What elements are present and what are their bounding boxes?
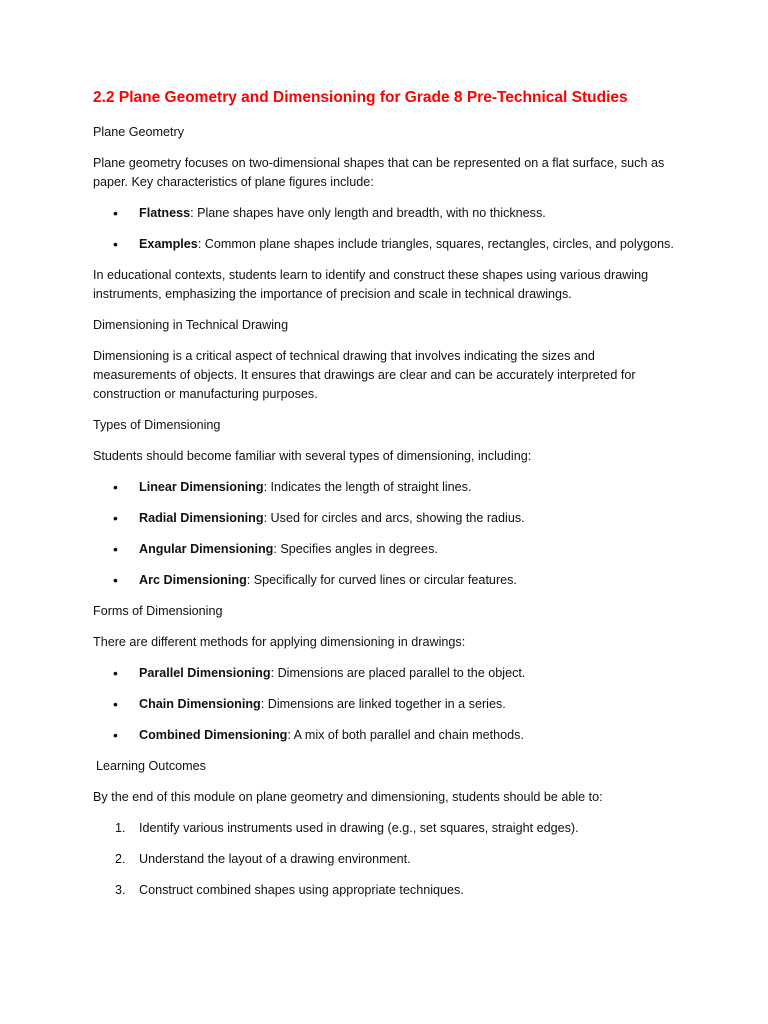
list-item: [93, 478, 678, 497]
plane-geometry-intro: Plane geometry focuses on two-dimensional shapes that can be represented on a flat surface, such as paper. Key characteristics of plane figures include:: [93, 156, 665, 189]
section-heading-outcomes: Learning Outcomes: [96, 759, 206, 773]
list-item: [93, 819, 678, 838]
list-item-number: 1.: [115, 821, 126, 835]
section-heading-dimensioning: Dimensioning in Technical Drawing: [93, 318, 289, 332]
dimensioning-body: Dimensioning is a critical aspect of technical drawing that involves indicating the sizes and measurements of objects. It ensures that drawings are clear and can be accurately interpreted for construction or manufacturing purposes.: [93, 349, 636, 401]
list-item-text: : Indicates the length of straight lines.: [263, 480, 472, 494]
document-body: [93, 86, 678, 912]
list-item-term: Arc Dimensioning: [139, 573, 247, 587]
forms-intro: There are different methods for applying dimensioning in drawings:: [93, 635, 466, 649]
list-item-term: Linear Dimensioning: [139, 480, 264, 494]
list-item-term: Examples: [139, 237, 198, 251]
list-item-text: Identify various instruments used in drawing (e.g., set squares, straight edges).: [139, 821, 579, 835]
section-heading-forms: Forms of Dimensioning: [93, 604, 223, 618]
list-item: [93, 664, 678, 683]
list-item-term: Combined Dimensioning: [139, 728, 288, 742]
list-item-text: : Used for circles and arcs, showing the radius.: [263, 511, 525, 525]
list-item-term: Radial Dimensioning: [139, 511, 264, 525]
list-item-term: Angular Dimensioning: [139, 542, 274, 556]
list-item-number: 3.: [115, 883, 126, 897]
section-heading-plane-geometry: Plane Geometry: [93, 125, 184, 139]
document-title: 2.2 Plane Geometry and Dimensioning for Grade 8 Pre-Technical Studies: [93, 89, 628, 106]
list-item-number: 2.: [115, 852, 126, 866]
plane-geometry-outro: In educational contexts, students learn to identify and construct these shapes using various drawing instruments, emphasizing the importance of precision and scale in technical drawings.: [93, 268, 649, 301]
list-item-text: : Dimensions are placed parallel to the object.: [270, 666, 526, 680]
outcomes-intro: By the end of this module on plane geometry and dimensioning, students should be able to:: [93, 790, 603, 804]
section-heading-types: Types of Dimensioning: [93, 418, 221, 432]
list-item: [93, 509, 678, 528]
list-item: [93, 540, 678, 559]
list-item: [93, 850, 678, 869]
list-item-text: : Specifies angles in degrees.: [273, 542, 438, 556]
list-item: [93, 881, 678, 900]
list-item-text: : Common plane shapes include triangles, squares, rectangles, circles, and polygons.: [197, 237, 674, 251]
list-item-text: : Specifically for curved lines or circular features.: [246, 573, 517, 587]
types-intro: Students should become familiar with several types of dimensioning, including:: [93, 449, 532, 463]
list-item-term: Flatness: [139, 206, 191, 220]
types-list: [93, 478, 678, 590]
list-item-text: : Plane shapes have only length and breadth, with no thickness.: [190, 206, 546, 220]
plane-geometry-list: [93, 204, 678, 254]
list-item: [93, 571, 678, 590]
list-item: [93, 204, 678, 223]
outcomes-list: [93, 819, 678, 900]
list-item-text: Understand the layout of a drawing environment.: [139, 852, 411, 866]
list-item: [93, 726, 678, 745]
forms-list: [93, 664, 678, 745]
list-item-term: Chain Dimensioning: [139, 697, 261, 711]
list-item-term: Parallel Dimensioning: [139, 666, 271, 680]
list-item-text: : A mix of both parallel and chain methods.: [287, 728, 524, 742]
list-item-text: Construct combined shapes using appropriate techniques.: [139, 883, 464, 897]
list-item-text: : Dimensions are linked together in a series.: [260, 697, 506, 711]
list-item: [93, 235, 678, 254]
list-item: [93, 695, 678, 714]
